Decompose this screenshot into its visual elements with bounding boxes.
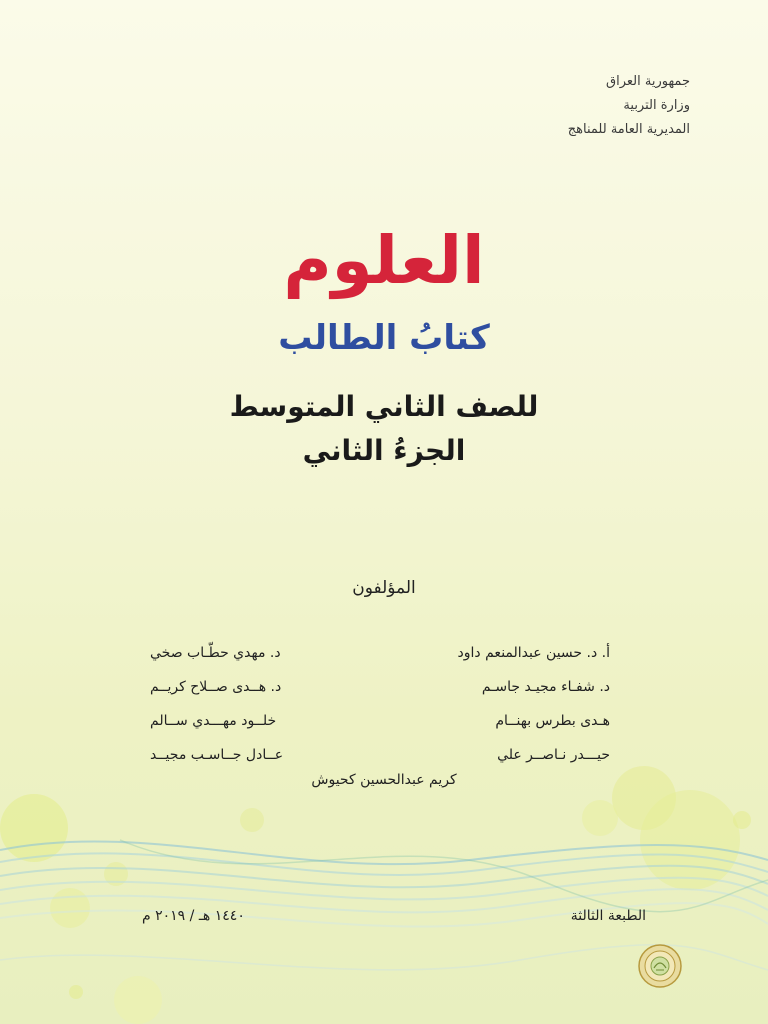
author-row — [150, 636, 610, 670]
part-label: الجزءُ الثاني — [302, 434, 466, 467]
author-name: د. شفـاء مجيـد جاسـم — [481, 679, 610, 695]
header-country: جمهورية العراق — [606, 74, 690, 89]
header-ministry: وزارة التربية — [623, 98, 690, 113]
book-title-container — [0, 222, 768, 299]
author-name-centered: كريم عبدالحسين كحيوش — [311, 772, 457, 788]
book-title: العلوم — [283, 222, 485, 299]
ministry-seal-icon — [638, 944, 682, 988]
book-subtitle: كتابُ الطالب — [278, 318, 490, 358]
author-name: د. مهدي حطّـاب صخي — [150, 645, 281, 661]
author-name: خلــود مهـــدي ســالم — [150, 713, 277, 729]
author-name: د. هــدى صــلاح كريــم — [150, 679, 282, 695]
ministry-header — [568, 70, 690, 142]
author-row — [150, 670, 610, 704]
authors-heading: المؤلفون — [352, 578, 416, 598]
author-name: هـدى بطرس بهنــام — [495, 713, 610, 729]
author-name: أ. د. حسين عبدالمنعم داود — [457, 645, 610, 661]
edition-label: الطبعة الثالثة — [570, 908, 646, 924]
authors-list — [150, 636, 610, 772]
header-directorate: المديرية العامة للمناهج — [567, 122, 690, 137]
grade-label: للصف الثاني المتوسط — [229, 390, 539, 423]
author-name: عــادل جــاسـب مجيــد — [150, 747, 284, 763]
author-row — [150, 704, 610, 738]
author-row — [150, 738, 610, 772]
year-label: ١٤٤٠ هـ / ٢٠١٩ م — [142, 908, 245, 924]
author-name: حيـــدر نـاصــر علي — [497, 747, 610, 763]
